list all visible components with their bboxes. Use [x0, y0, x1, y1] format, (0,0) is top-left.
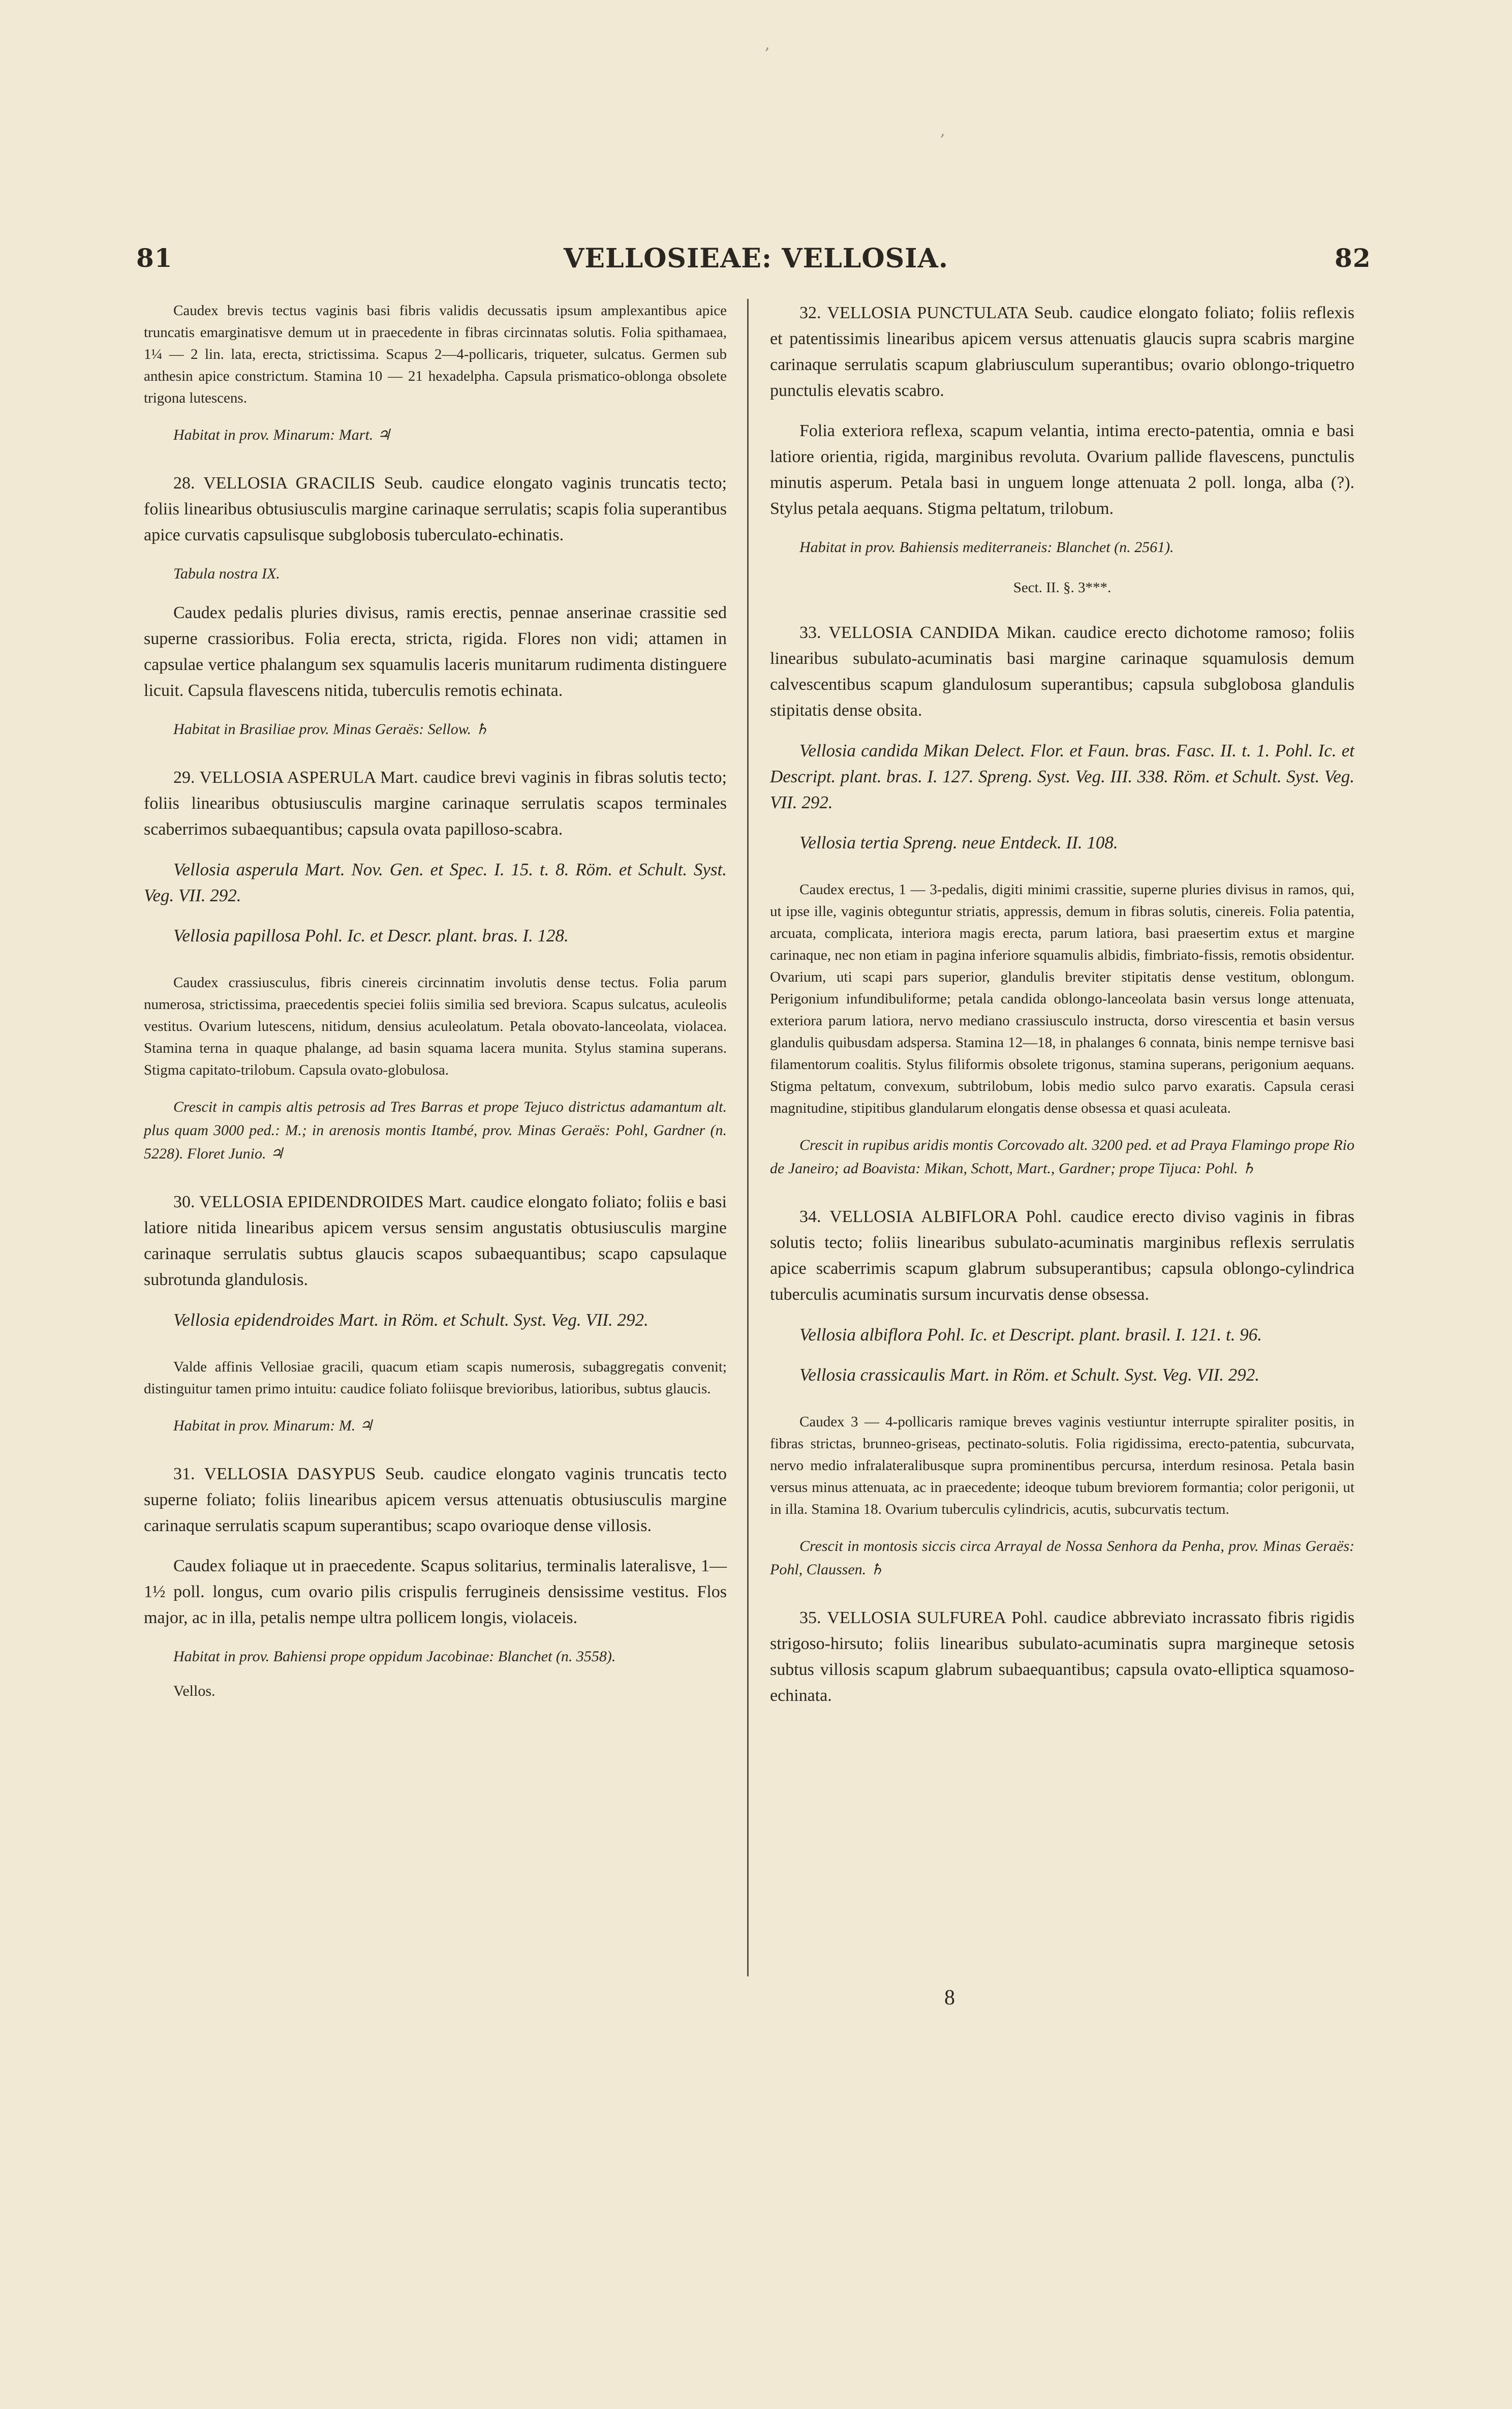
species-entry: 33. VELLOSIA CANDIDA Mikan. caudice erecto dichotome ramoso; foliis linearibus subulato-acuminatis basi margine carinaque squamulosis demum calvescentibus scapum glandulosum superantibus; capsula subglobosa glandulis stipitatis dense obsita. [770, 623, 1354, 720]
synonym-line: Vellosia crassicaulis Mart. in Röm. et Schult. Syst. Veg. VII. 292. [799, 1365, 1260, 1385]
page-number-right: 82 [1335, 243, 1371, 273]
right-column [770, 300, 1354, 1709]
synonym-line: Vellosia albiflora Pohl. Ic. et Descript. plant. brasil. I. 121. t. 96. [799, 1325, 1262, 1345]
description-paragraph: Caudex foliaque ut in praecedente. Scapus solitarius, terminalis lateralisve, 1—1½ poll. longus, cum ovario pilis crispulis ferrugineis densissime vestitus. Flos major, ac in illa, petalis nempe ultra pollicem longis, violaceis. [144, 1557, 727, 1627]
page-mark: , [765, 36, 770, 53]
species-entry: 28. VELLOSIA GRACILIS Seub. caudice elongato vaginis truncatis tecto; foliis linearibus obtusiusculis margine carinaque serrulatis; scapis folia superantibus apice curvatis capsulisque subglobosis tuberculato-echinatis. [144, 474, 727, 544]
synonym-line: Vellosia epidendroides Mart. in Röm. et Schult. Syst. Veg. VII. 292. [173, 1310, 649, 1330]
page-mark: , [940, 122, 945, 140]
column-divider [747, 299, 749, 1976]
description-paragraph: Caudex erectus, 1 — 3-pedalis, digiti minimi crassitie, superne pluries divisus in ramos, qui, ut ipse ille, vaginis obteguntur striatis, appressis, demum in fibras solutis, cinereis. Folia patentia, arcuata, complicata, interiora magis erecta, parum latiora, basi praesertim extus et margine carinaque, nec non etiam in pagina inferiore squamulis albidis, fimbriato-fissis, remotis obsidentur. Ovarium, uti scapi pars superior, glandulis breviter stipitatis dense vestitum, oblongum. Perigonium infundibuliforme; petala candida oblongo-lanceolata basin versus longe attenuata, exteriora parum latiora, nervo mediano crassiusculo instructa, dorso virescentia et basin versus glandulis quibusdam adspersa. Stamina 12—18, in phalanges 6 connata, binis nempe ternisve basi filamentorum coalitis. Stylus filiformis obsolete trigonus, stamina superans, perigonium aequans. Stigma peltatum, convexum, subtrilobum, lobis medio sulco parvo exaratis. Capsula cerasi magnitudine, stipitibus glandularum elongatis dense obsessa et quasi aculeata. [770, 881, 1354, 1116]
footer-catchword: Vellos. [173, 1683, 215, 1699]
habitat-note: Habitat in prov. Minarum: Mart. ♃ [173, 426, 391, 443]
species-entry: 29. VELLOSIA ASPERULA Mart. caudice brevi vaginis in fibras solutis tecto; foliis linearibus obtusiusculis margine carinaque serrulatis scapos terminales scaberrimos subaequantibus; capsula ovata papilloso-scabra. [144, 768, 727, 839]
habitat-note: Tabula nostra IX. [173, 565, 280, 582]
habitat-note: Habitat in Brasiliae prov. Minas Geraës: Sellow. ♄ [173, 721, 489, 738]
species-entry: 32. VELLOSIA PUNCTULATA Seub. caudice elongato foliato; foliis reflexis et patentissimis linearibus apicem versus attenuatis glaucis supra scabris margine carinaque serrulatis scapum glabriusculum superantibus; ovario oblongo-triquetro punctulis elevatis scabro. [770, 303, 1354, 400]
synonym-line: Vellosia papillosa Pohl. Ic. et Descr. plant. bras. I. 128. [173, 926, 569, 946]
habitat-note: Habitat in prov. Minarum: M. ♃ [173, 1417, 373, 1434]
section-heading: Sect. II. §. 3***. [1013, 580, 1112, 596]
synonym-line: Vellosia tertia Spreng. neue Entdeck. II. 108. [799, 833, 1118, 852]
description-paragraph: Caudex crassiusculus, fibris cinereis circinnatim involutis dense tectus. Folia parum numerosa, strictissima, praecedentis speciei foliis similia sed breviora. Scapus sulcatus, aculeolis vestitus. Ovarium lutescens, nitidum, densius aculeolatum. Petala obovato-lanceolata, violacea. Stamina terna in quaque phalange, ad basin squama lacera munita. Stylus stamina superans. Stigma capitato-trilobum. Capsula ovato-globulosa. [144, 974, 727, 1078]
habitat-note: Crescit in rupibus aridis montis Corcovado alt. 3200 ped. et ad Praya Flamingo prope Rio de Janeiro; ad Boavista: Mikan, Schott, Mart., Gardner; prope Tijuca: Pohl. ♄ [770, 1137, 1354, 1177]
description-paragraph: Folia exteriora reflexa, scapum velantia, intima erecto-patentia, omnia e basi latiore orientia, rigida, marginibus revoluta. Ovarium pallide flavescens, punctulis minutis asperum. Petala basi in unguem longe attenuata 2 poll. longa, alba (?). Stylus petala aequans. Stigma peltatum, trilobum. [770, 421, 1354, 518]
synonym-line: Vellosia candida Mikan Delect. Flor. et Faun. bras. Fasc. II. t. 1. Pohl. Ic. et Descript. plant. bras. I. 127. Spreng. Syst. Veg. III. 338. Röm. et Schult. Syst. Veg. VII. 292. [770, 741, 1354, 812]
species-entry: 30. VELLOSIA EPIDENDROIDES Mart. caudice elongato foliato; foliis e basi latiore nitida linearibus apicem versus sensim angustatis obtusiusculis margine carinaque serrulatis subtus glaucis scapos subaequantibus; scapo capsulaque subrotunda glandulosis. [144, 1193, 727, 1289]
species-entry: 31. VELLOSIA DASYPUS Seub. caudice elongato vaginis truncatis tecto superne foliato; foliis linearibus apicem versus attenuatis obtusiusculis margine carinaque serrulatis scapum superantibus; scapo ovarioque dense villosis. [144, 1465, 727, 1535]
synonym-line: Vellosia asperula Mart. Nov. Gen. et Spec. I. 15. t. 8. Röm. et Schult. Syst. Veg. VII. 292. [144, 860, 727, 905]
species-entry: 34. VELLOSIA ALBIFLORA Pohl. caudice erecto diviso vaginis in fibras solutis tecto; foliis linearibus subulato-acuminatis marginibus reflexis serrulatis apice scaberrimis scapum glabrum subsuperantibus; capsula oblongo-cylindrica tuberculis acuminatis sursum incurvatis dense obsessa. [770, 1207, 1354, 1304]
description-paragraph: Caudex brevis tectus vaginis basi fibris validis decussatis ipsum amplexantibus apice truncatis emarginatisve demum ut in praecedente in fibras circinnatas solutis. Folia spithamaea, 1¼ — 2 lin. lata, erecta, strictissima. Scapus 2—4-pollicaris, triqueter, sulcatus. Germen sub anthesin apice constrictum. Stamina 10 — 21 hexadelpha. Capsula prismatico-oblonga obsolete trigona lutescens. [144, 302, 727, 406]
description-paragraph: Caudex 3 — 4-pollicaris ramique breves vaginis vestiuntur interrupte spiraliter positis, in fibras strictas, brunneo-griseas, pectinato-solutis. Folia rigidissima, erecto-patentia, subcurvata, nervo medio infralateralibusque supra prominentibus percursa, interdum resinosa. Petala basin versus minus attenuata, ac in praecedente; ideoque tubum breviorem formantia; color perigonii, ut in illa. Stamina 18. Ovarium tuberculis cylindricis, acutis, subcurvatis tectum. [770, 1414, 1354, 1517]
description-paragraph: Valde affinis Vellosiae gracili, quacum etiam scapis numerosis, subaggregatis convenit; distinguitur tamen primo intuitu: caudice foliato foliisque brevioribus, latioribus, subtus glaucis. [144, 1359, 727, 1397]
running-head: VELLOSIEAE: VELLOSIA. [564, 243, 948, 274]
habitat-note: Crescit in campis altis petrosis ad Tres Barras et prope Tejuco districtus adamantum alt. plus quam 3000 ped.: M.; in arenosis montis Itambé, prov. Minas Geraës: Pohl, Gardner (n. 5228). Floret Junio. ♃ [144, 1099, 727, 1162]
signature-mark: 8 [944, 1986, 955, 2009]
description-paragraph: Caudex pedalis pluries divisus, ramis erectis, pennae anserinae crassitie sed superne crassioribus. Folia erecta, stricta, rigida. Flores non vidi; attamen in capsulae vertice phalangum sex squamulis laceris munitarum rudimenta distinguere licuit. Capsula flavescens nitida, tuberculis remotis echinata. [144, 603, 727, 700]
page-number-left: 81 [136, 243, 173, 273]
species-entry: 35. VELLOSIA SULFUREA Pohl. caudice abbreviato incrassato fibris rigidis strigoso-hirsuto; foliis linearibus subulato-acuminatis supra margineque setosis subtus villosis scapum glabrum subaequantibus; capsula ovato-elliptica squamoso-echinata. [770, 1608, 1354, 1705]
habitat-note: Habitat in prov. Bahiensis mediterraneis: Blanchet (n. 2561). [799, 539, 1174, 556]
habitat-note: Crescit in montosis siccis circa Arrayal de Nossa Senhora da Penha, prov. Minas Geraës: Pohl, Claussen. ♄ [770, 1538, 1354, 1578]
left-column [144, 300, 727, 1700]
habitat-note: Habitat in prov. Bahiensi prope oppidum Jacobinae: Blanchet (n. 3558). [173, 1648, 616, 1665]
